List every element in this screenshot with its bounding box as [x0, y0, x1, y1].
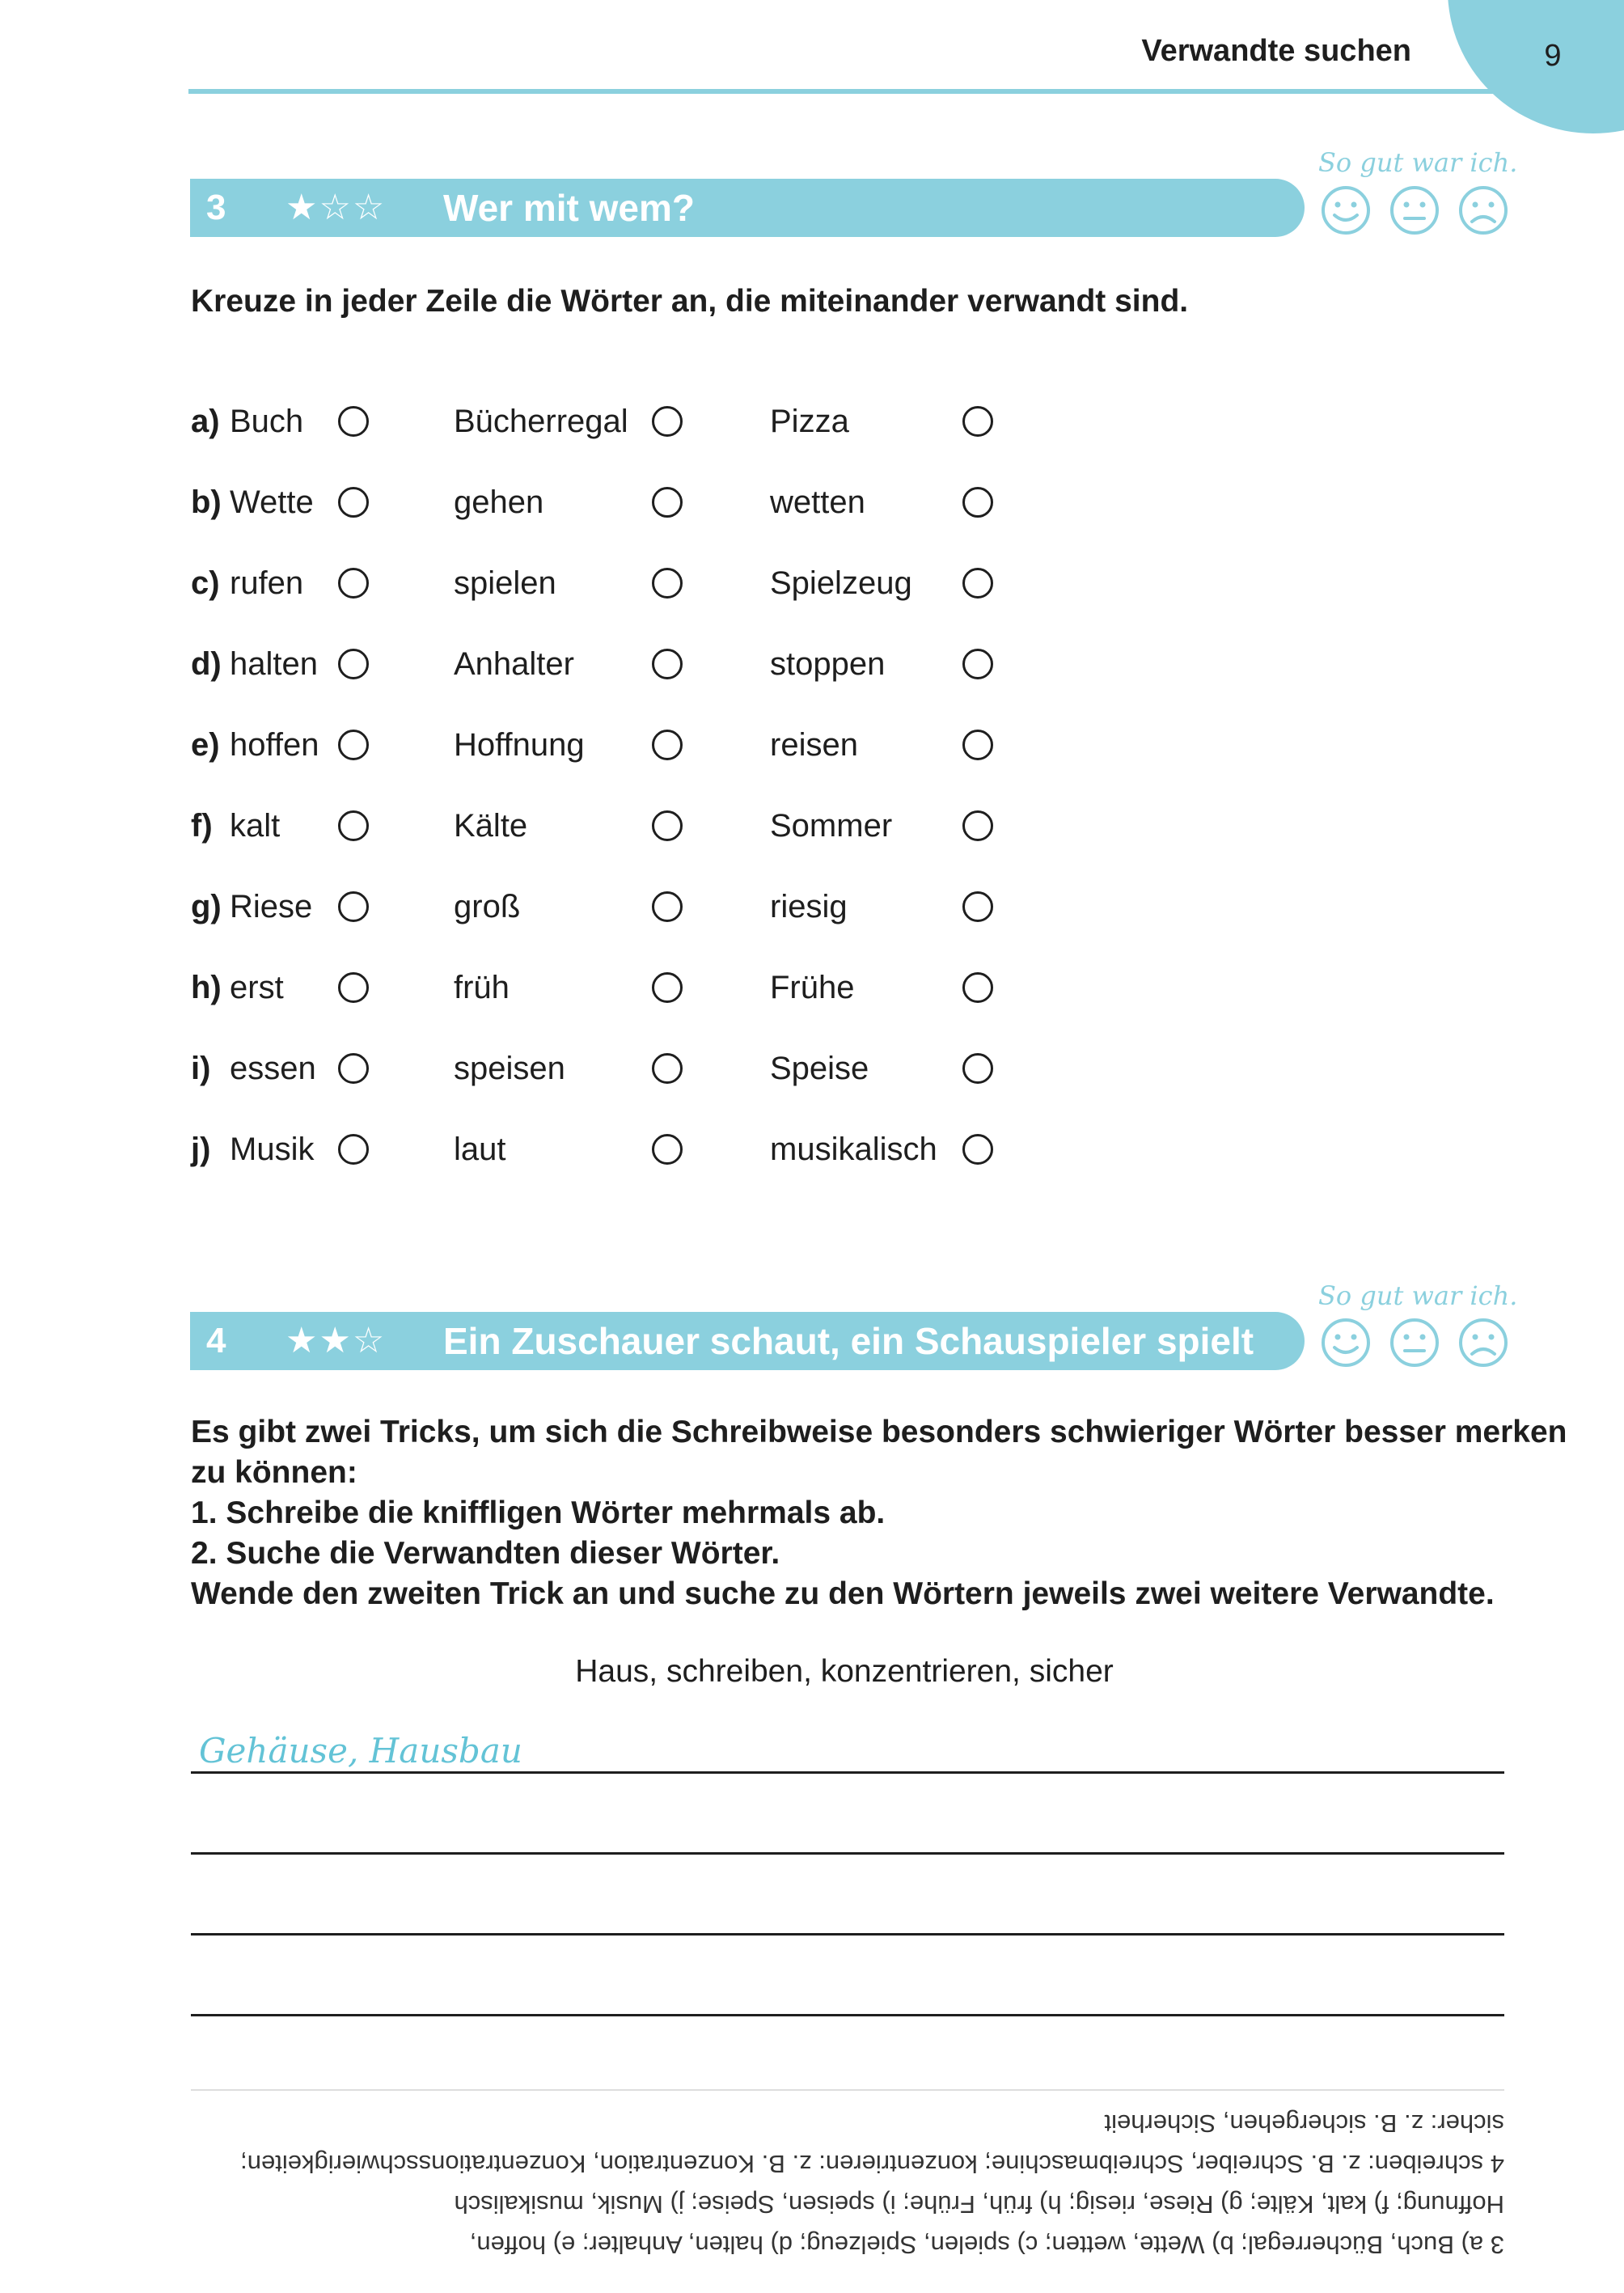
word-option: wetten: [770, 484, 865, 520]
word-option: essen: [230, 1051, 316, 1086]
checkbox-circle[interactable]: [338, 972, 369, 1003]
answer-line[interactable]: [191, 1933, 1504, 1936]
checkbox-circle[interactable]: [338, 1134, 369, 1165]
checkbox-circle[interactable]: [962, 406, 993, 437]
word-option: Pizza: [770, 404, 849, 439]
word-option: Hoffnung: [454, 727, 585, 763]
row-letter: d): [191, 646, 222, 682]
word-option: gehen: [454, 484, 544, 520]
row-letter: j): [191, 1132, 211, 1167]
word-option: Riese: [230, 889, 313, 924]
sad-face-icon[interactable]: [1457, 1317, 1509, 1369]
checkbox-circle[interactable]: [338, 891, 369, 922]
checkbox-circle[interactable]: [652, 730, 683, 760]
self-rating-smileys: [1320, 184, 1510, 236]
word-option: Buch: [230, 404, 304, 439]
difficulty-stars: ★★☆: [285, 1321, 387, 1360]
checkbox-circle[interactable]: [652, 1134, 683, 1165]
row-letter: i): [191, 1051, 211, 1086]
answer-line[interactable]: [191, 1771, 1504, 1774]
solutions-upside-down: [191, 2103, 1504, 2265]
word-option: Speise: [770, 1051, 869, 1086]
solution-line: 4 schreiben: z. B. Schreiber, Schreibmaschine; konzentrieren: z. B. Konzentration, Konzentrationsschwierigkeiten;: [240, 2150, 1504, 2178]
running-title: Verwandte suchen: [1141, 34, 1411, 68]
word-option: rufen: [230, 565, 304, 601]
word-option: Frühe: [770, 970, 855, 1005]
task-number: 4: [206, 1321, 226, 1360]
task-3-header: [190, 179, 1305, 237]
instruction-line: zu können:: [191, 1455, 357, 1490]
row-letter: a): [191, 404, 220, 439]
instruction-line: 1. Schreibe die kniffligen Wörter mehrmals ab.: [191, 1496, 886, 1530]
row-letter: g): [191, 889, 222, 924]
instruction-line: 2. Suche die Verwandten dieser Wörter.: [191, 1536, 780, 1571]
word-option: Spielzeug: [770, 565, 912, 601]
checkbox-circle[interactable]: [338, 568, 369, 599]
checkbox-circle[interactable]: [338, 406, 369, 437]
checkbox-circle[interactable]: [652, 568, 683, 599]
word-list: Haus, schreiben, konzentrieren, sicher: [575, 1654, 1114, 1689]
word-option: Kälte: [454, 808, 528, 844]
checkbox-circle[interactable]: [962, 1134, 993, 1165]
word-option: früh: [454, 970, 510, 1005]
row-letter: h): [191, 970, 222, 1005]
task-4-instruction: [191, 1412, 1567, 1614]
checkbox-circle[interactable]: [962, 487, 993, 518]
checkbox-circle[interactable]: [962, 810, 993, 841]
answer-line[interactable]: [191, 1852, 1504, 1855]
word-option: hoffen: [230, 727, 319, 763]
checkbox-circle[interactable]: [338, 810, 369, 841]
checkbox-circle[interactable]: [962, 568, 993, 599]
word-option: Anhalter: [454, 646, 574, 682]
word-option: groß: [454, 889, 521, 924]
word-option: kalt: [230, 808, 281, 844]
checkbox-circle[interactable]: [962, 730, 993, 760]
word-option: halten: [230, 646, 318, 682]
checkbox-circle[interactable]: [338, 730, 369, 760]
checkbox-circle[interactable]: [652, 1053, 683, 1084]
task-4-header: [190, 1312, 1305, 1370]
sad-face-icon[interactable]: [1457, 184, 1509, 236]
word-option: riesig: [770, 889, 848, 924]
happy-face-icon[interactable]: [1320, 184, 1372, 236]
checkbox-circle[interactable]: [652, 810, 683, 841]
row-letter: b): [191, 484, 222, 520]
word-option: Wette: [230, 484, 314, 520]
task-title: Ein Zuschauer schaut, ein Schauspieler spielt: [443, 1320, 1254, 1362]
self-rating-smileys: [1320, 1317, 1510, 1369]
checkbox-circle[interactable]: [652, 406, 683, 437]
word-option: spielen: [454, 565, 556, 601]
happy-face-icon[interactable]: [1320, 1317, 1372, 1369]
instruction-line: Wende den zweiten Trick an und suche zu den Wörtern jeweils zwei weitere Verwandte.: [191, 1576, 1495, 1611]
task-number: 3: [206, 188, 226, 227]
instruction-line: Es gibt zwei Tricks, um sich die Schreibweise besonders schwieriger Wörter besser merken: [191, 1415, 1567, 1449]
word-option: stoppen: [770, 646, 886, 682]
handwritten-answer: Gehäuse, Hausbau: [199, 1731, 522, 1771]
neutral-face-icon[interactable]: [1389, 1317, 1440, 1369]
word-option: reisen: [770, 727, 858, 763]
word-option: erst: [230, 970, 284, 1005]
checkbox-circle[interactable]: [962, 649, 993, 679]
difficulty-stars: ★☆☆: [285, 188, 387, 227]
word-option: Bücherregal: [454, 404, 628, 439]
solution-line: Hoffnung; f) kalt, Kälte; g) Riese, riesig; h) früh, Frühe; i) speisen, Speise; j) Musik, musikalisch: [454, 2190, 1504, 2219]
solution-line: 3 a) Buch, Bücherregal; b) Wette, wetten; c) spielen, Spielzeug; d) halten, Anhalter; e) hoffen,: [469, 2231, 1504, 2259]
task-3-instruction: Kreuze in jeder Zeile die Wörter an, die miteinander verwandt sind.: [191, 284, 1189, 319]
checkbox-circle[interactable]: [652, 891, 683, 922]
page-number: 9: [1544, 39, 1562, 73]
solution-line: sicher: z. B. sichergehen, Sicherheit: [1104, 2109, 1504, 2138]
checkbox-circle[interactable]: [652, 649, 683, 679]
word-option: musikalisch: [770, 1132, 937, 1167]
row-letter: f): [191, 808, 213, 844]
neutral-face-icon[interactable]: [1389, 184, 1440, 236]
row-letter: e): [191, 727, 220, 763]
word-option: laut: [454, 1132, 506, 1167]
checkbox-circle[interactable]: [962, 891, 993, 922]
answer-line[interactable]: [191, 2014, 1504, 2016]
word-option: speisen: [454, 1051, 565, 1086]
checkbox-circle[interactable]: [652, 487, 683, 518]
self-rating-label: So gut war ich.: [1318, 1280, 1518, 1311]
checkbox-circle[interactable]: [338, 1053, 369, 1084]
word-option: Musik: [230, 1132, 315, 1167]
checkbox-circle[interactable]: [338, 487, 369, 518]
footer-separator: [191, 2089, 1504, 2091]
checkbox-circle[interactable]: [338, 649, 369, 679]
self-rating-label: So gut war ich.: [1318, 147, 1518, 178]
header-rule: [188, 89, 1563, 94]
word-option: Sommer: [770, 808, 893, 844]
checkbox-circle[interactable]: [962, 1053, 993, 1084]
task-title: Wer mit wem?: [443, 187, 695, 229]
checkbox-circle[interactable]: [652, 972, 683, 1003]
checkbox-circle[interactable]: [962, 972, 993, 1003]
row-letter: c): [191, 565, 220, 601]
